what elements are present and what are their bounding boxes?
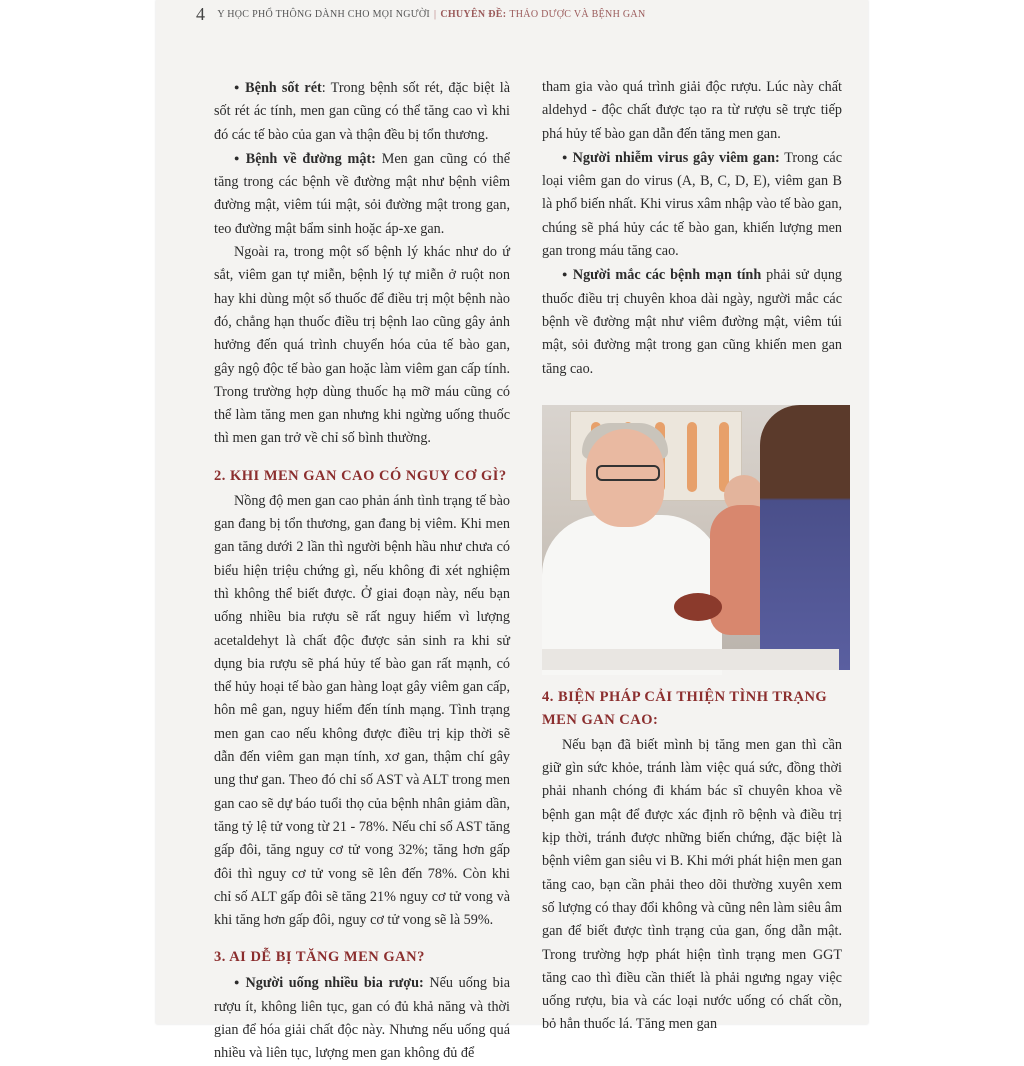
paragraph-chronic [542, 263, 842, 380]
header-divider: | [434, 8, 437, 20]
book-page [156, 0, 868, 1062]
text-chronic: phải sử dụng thuốc điều trị chuyên khoa dài ngày, người mắc các bệnh về đường mật như viêm đường mật, viêm túi mật, sỏi đường mật trong gan cũng khiến men gan tăng cao. [542, 267, 843, 377]
text-alcohol: Nếu uống bia rượu ít, không liên tục, gan có đủ khả năng và thời gian để hóa giải chất độc này. Nhưng nếu uống quá nhiều và liên tục, lượng men gan không đủ để [214, 975, 510, 1062]
book-title: Y HỌC PHỔ THÔNG DÀNH CHO MỌI NGƯỜI [217, 8, 430, 20]
desk [542, 649, 839, 670]
topic-title: THẢO DƯỢC VÀ BỆNH GAN [509, 8, 646, 20]
text-biliary: Men gan cũng có thể tăng trong các bệnh về đường mật như bệnh viêm đường mật, viêm túi mật, sỏi đường mật trong gan, teo đường mật bẩm sinh hoặc áp-xe gan. [214, 150, 511, 237]
lead-chronic: Người mắc các bệnh mạn tính [572, 267, 762, 284]
paragraph-risks: Nồng độ men gan cao phản ánh tình trạng tế bào gan đang bị tổn thương, gan đang bị viêm. Khi men gan tăng dưới 2 lần thì người bệnh hầu như chưa có biểu hiện triệu chứng gì, nếu không đi xét nghiệm thì không thể biết được. Ở giai đoạn này, nếu bạn uống nhiều bia rượu sẽ rất nguy hiểm vì lượng acetaldehyt là chất độc được sản sinh ra khi sử dụng bia rượu sẽ phá hủy tế bào gan rất mạnh, có thể hủy hoại tế bào gan hàng loạt gây viêm gan cấp, hôn mê gan, nguy hiểm đến tính mạng. Tình trạng men gan cao nếu không được điều trị kịp thời sẽ dẫn đến viêm gan mạn tính, xơ gan, thậm chí gây ung thư gan. Theo đó chỉ số AST và ALT trong men gan cao sẽ dự báo tuổi thọ của bệnh nhân giảm dần, tăng tỷ lệ tử vong từ 21 - 78%. Nếu chỉ số AST tăng gấp đôi, tăng nguy cơ tử vong 32%; tăng hơn gấp đôi thì nguy cơ tử vong sẽ lên đến 78%. Còn khi chỉ số ALT gấp đôi sẽ tăng 21% nguy cơ tử vong và khi tăng hơn gấp đôi, nguy cơ tử vong sẽ là 59%. [214, 492, 510, 929]
doctor-glasses [596, 465, 660, 481]
heading-section-2: 2. KHI MEN GAN CAO CÓ NGUY CƠ GÌ? [214, 467, 507, 484]
page-header [196, 4, 645, 24]
paragraph-alcohol [214, 971, 510, 1065]
paragraph-other-causes: Ngoài ra, trong một số bệnh lý khác như do ứ sắt, viêm gan tự miễn, bệnh lý tự miễn ở ruột non hay khi dùng một số thuốc để điều trị một bệnh nào đó, chẳng hạn thuốc điều trị bệnh lao cũng gây ảnh hưởng đến quá trình chuyển hóa của tế bào gan, gây ngộ độc tế bào gan hoặc làm viêm gan cấp tính. Trong trường hợp dùng thuốc hạ mỡ máu cũng có thể làm tăng men gan nhưng khi ngừng uống thuốc thì men gan trở về chỉ số bình thường. [214, 244, 510, 447]
lead-malaria: Bệnh sốt rét [245, 80, 322, 96]
paragraph-malaria [214, 76, 510, 147]
text-malaria: : Trong bệnh sốt rét, đặc biệt là sốt rét ác tính, men gan cũng có thể tăng cao vì khi đó các tế bào của gan và thận đều bị tổn thương. [214, 80, 510, 143]
heading-section-3: 3. AI DỄ BỊ TĂNG MEN GAN? [214, 949, 425, 966]
paragraph-biliary [214, 147, 510, 241]
doctor-photo [542, 405, 839, 670]
page-number: 4 [196, 3, 206, 24]
topic-label: CHUYÊN ĐỀ: [440, 8, 507, 20]
lead-alcohol: Người uống nhiều bia rượu: [245, 975, 424, 992]
lead-virus: Người nhiễm virus gây viêm gan: [572, 149, 780, 166]
paragraph-virus [542, 146, 842, 263]
heading-section-4: 4. BIỆN PHÁP CẢI THIỆN TÌNH TRẠNG MEN GAN CAO: [542, 688, 828, 728]
paragraph-continued: tham gia vào quá trình giải độc rượu. Lúc này chất aldehyd - độc chất được tạo ra từ rượu sẽ trực tiếp phá hủy tế bào gan dẫn đến tăng men gan. [542, 79, 842, 142]
paragraph-improvement: Nếu bạn đã biết mình bị tăng men gan thì cần giữ gìn sức khỏe, tránh làm việc quá sức, đồng thời phải nhanh chóng đi khám bác sĩ chuyên khoa về bệnh gan mật để được xác định rõ bệnh và điều trị kịp thời, tránh được những biến chứng, đặc biệt là bệnh viêm gan siêu vi B. Khi mới phát hiện men gan tăng cao, bạn cần phải theo dõi thường xuyên xem số lượng có thay đổi không và cũng nên làm siêu âm gan để biết được tình trạng của gan, ống dẫn mật. Trong trường hợp phát hiện tình trạng men GGT tăng cao thì điều cần thiết là phải ngưng ngay việc uống rượu, bia và các loại nước uống có chất cồn, bỏ hẳn thuốc lá. Tăng men gan [542, 736, 842, 1033]
right-column [542, 76, 842, 1037]
patient-figure [760, 405, 850, 670]
text-virus: Trong các loại viêm gan do virus (A, B, C, D, E), viêm gan B là phổ biến nhất. Khi virus xâm nhập vào tế bào gan, chúng sẽ phá hủy các tế bào gan, khiến lượng men gan trong máu tăng cao. [542, 149, 843, 260]
liver-model [674, 593, 722, 621]
left-column [214, 76, 510, 1066]
lead-biliary: Bệnh về đường mật: [245, 150, 376, 167]
